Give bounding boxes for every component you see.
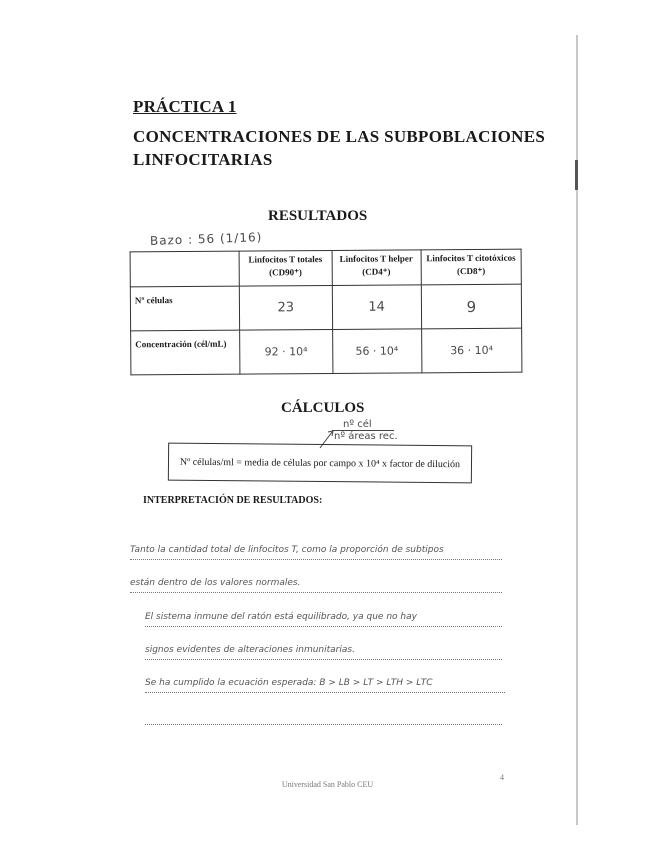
formula-text: Nº células/ml = media de células por campo x 10⁴ x factor de dilución (179, 456, 461, 470)
table-row (130, 284, 521, 331)
table-cell: 14 (332, 285, 422, 330)
table-cell: 23 (239, 285, 332, 330)
handwritten-denominator: nº áreas rec. (334, 431, 398, 442)
row-label: Concentración (cél/mL) (131, 330, 240, 375)
document-title: CONCENTRACIONES DE LAS SUBPOBLACIONES LINFOCITARIAS (133, 127, 546, 169)
interpretation-line: El sistema inmune del ratón está equilibrado, ya que no hay (145, 612, 502, 627)
page-number: 4 (500, 773, 504, 782)
column-header: Linfocitos T citotóxicos (CD8⁺) (421, 249, 522, 285)
interpretation-heading: INTERPRETACIÓN DE RESULTADOS: (143, 495, 323, 506)
table-cell: 9 (421, 284, 522, 329)
calculations-heading: CÁLCULOS (281, 400, 365, 416)
page-edge-line (576, 35, 578, 825)
interpretation-line: Tanto la cantidad total de linfocitos T, como la proporción de subtipos (130, 545, 502, 560)
footer-university: Universidad San Pablo CEU (281, 780, 374, 789)
interpretation-line: Se ha cumplido la ecuación esperada: B > LB > LT > LTH > LTC (145, 678, 505, 693)
interpretation-line (145, 710, 502, 725)
row-label: Nº células (130, 286, 239, 331)
results-table (130, 249, 523, 376)
practice-heading: PRÁCTICA 1 (133, 97, 237, 116)
formula-box (168, 443, 472, 484)
page-edge-mark (575, 160, 578, 190)
table-header-row (130, 249, 521, 287)
column-header: Linfocitos T totales (CD90⁺) (239, 250, 332, 286)
table-corner-cell (130, 251, 239, 287)
column-header: Linfocitos T helper (CD4⁺) (332, 250, 421, 286)
table-cell: 56 · 10⁴ (332, 329, 422, 374)
table-cell: 92 · 10⁴ (240, 329, 333, 374)
interpretation-line: están dentro de los valores normales. (130, 578, 502, 593)
results-heading: RESULTADOS (268, 208, 368, 224)
table-row (131, 328, 522, 375)
interpretation-line: signos evidentes de alteraciones inmunitarias. (145, 645, 502, 660)
handwritten-numerator: nº cél (343, 419, 372, 430)
table-cell: 36 · 10⁴ (421, 328, 522, 373)
handwritten-sample-label: Bazo : 56 (1/16) (149, 230, 263, 248)
